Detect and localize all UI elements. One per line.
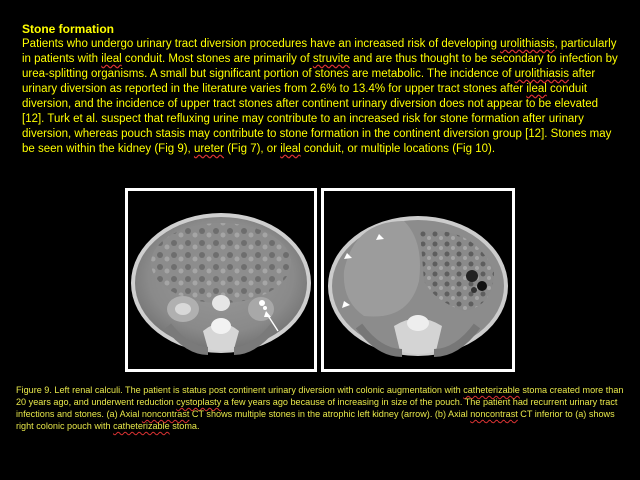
text-run: conduit. Most stones are primarily of xyxy=(121,53,313,65)
text-run: , particularly in patients with xyxy=(22,38,617,65)
spellcheck-underlined-word: struvite xyxy=(312,53,350,65)
text-run: CT shows multiple stones in the atrophic left kidney (arrow). (b) Axial xyxy=(189,409,471,419)
spellcheck-underlined-word: urolithiasis xyxy=(514,68,569,80)
spellcheck-underlined-word: ureter xyxy=(193,143,224,155)
section-heading: Stone formation xyxy=(22,22,114,36)
text-run: conduit, or multiple locations (Fig 10). xyxy=(300,143,496,155)
text-run: Figure 9. Left renal calculi. The patient is status post continent urinary diversion with colonic augmentation with xyxy=(16,385,464,395)
figure-caption xyxy=(16,384,628,432)
text-run: CT inferior to (a) shows right colonic pouch with xyxy=(16,409,615,431)
ct-axial-pouch-image xyxy=(324,191,512,369)
spellcheck-underlined-word: cystoplasty xyxy=(176,397,222,407)
spellcheck-underlined-word: ileal xyxy=(280,143,301,155)
ct-image-a xyxy=(125,188,317,372)
spellcheck-underlined-word: noncontrast xyxy=(141,409,190,419)
text-run: Patients who undergo urinary tract diversion procedures have an increased risk of developing xyxy=(22,38,501,50)
spellcheck-underlined-word: ileal xyxy=(101,53,122,65)
body-paragraph xyxy=(22,37,622,157)
text-run: stoma created more than 20 years ago, and underwent reduction xyxy=(16,385,624,407)
ct-axial-kidney-image xyxy=(128,191,314,369)
text-run: (Fig 7), or xyxy=(224,143,281,155)
spellcheck-underlined-word: ileal xyxy=(526,83,547,95)
spellcheck-underlined-word: urolithiasis xyxy=(500,38,555,50)
text-run: stoma. xyxy=(169,421,200,431)
text-run: a few years ago because of increasing in size of the pouch. The patient had recurrent urinary tract infections and stones. (a) Axial xyxy=(16,397,618,419)
spellcheck-underlined-word: catheterizable xyxy=(113,421,170,431)
text-run: conduit diversion, and the incidence of upper tract stones after continent urinary diversion does not appear to be elevated [12]. Turk et al. suspect that refluxing urine may contribute to an increased risk for stone formation after urinary diversion, whereas pouch stasis may contribute to stone formation in the continent diversion group [12]. Stones may be seen within the kidney (Fig 9), xyxy=(22,83,612,155)
spellcheck-underlined-word: catheterizable xyxy=(463,385,520,395)
text-run: and are thus thought to be secondary to infection by urea-splitting organisms. A small but significant portion of stones are metabolic. The incidence of xyxy=(22,53,618,80)
spellcheck-underlined-word: noncontrast xyxy=(470,409,518,419)
text-run: after urinary diversion as reported in the literature varies from 2.6% to 13.4% for upper tract stones after xyxy=(22,68,596,95)
ct-image-b xyxy=(321,188,515,372)
